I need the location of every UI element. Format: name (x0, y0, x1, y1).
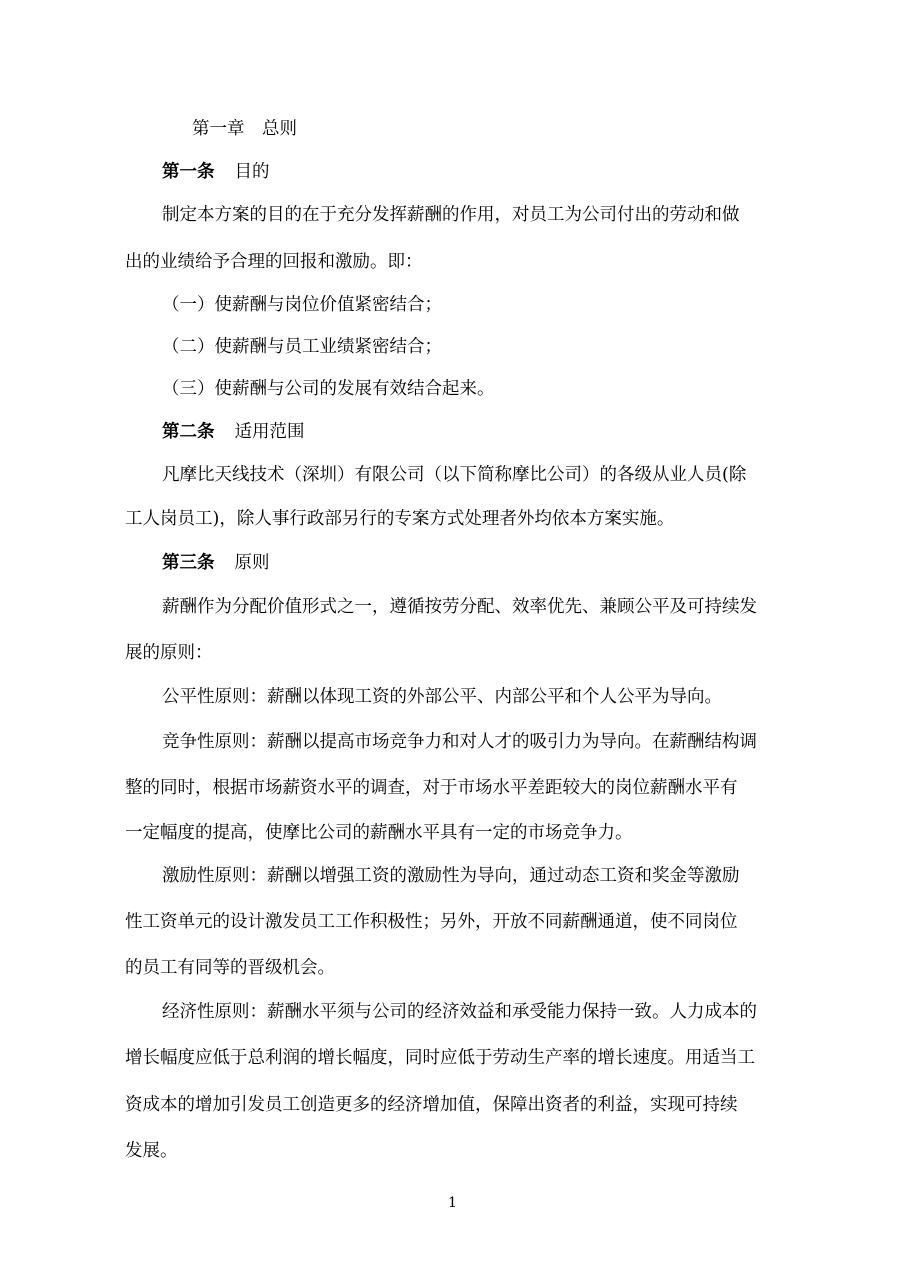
incentive-principle-line: 性工资单元的设计激发员工工作积极性；另外，开放不同薪酬通道，使不同岗位 (125, 912, 738, 932)
article-3-title: 原则 (234, 553, 270, 573)
article-1-item-2: （二）使薪酬与员工业绩紧密结合； (162, 337, 442, 357)
competition-principle-line: 整的同时，根据市场薪资水平的调查，对于市场水平差距较大的岗位薪酬水平有 (125, 778, 738, 798)
economy-principle-line: 经济性原则：薪酬水平须与公司的经济效益和承受能力保持一致。人力成本的 (162, 1002, 757, 1022)
fairness-principle: 公平性原则：薪酬以体现工资的外部公平、内部公平和个人公平为导向。 (162, 687, 722, 707)
competition-principle-line: 一定幅度的提高，使摩比公司的薪酬水平具有一定的市场竞争力。 (125, 823, 633, 843)
article-2-title: 适用范围 (234, 422, 305, 442)
article-1-heading (162, 164, 270, 182)
article-2-label: 第二条 (162, 422, 215, 442)
article-2-heading (162, 424, 305, 442)
chapter-title: 第一章 总则 (192, 119, 297, 139)
competition-principle-line: 竞争性原则：薪酬以提高市场竞争力和对人才的吸引力为导向。在薪酬结构调 (162, 732, 757, 752)
incentive-principle-line: 的员工有同等的晋级机会。 (125, 958, 335, 978)
article-2-paragraph-line: 工人岗员工)，除人事行政部另行的专案方式处理者外均依本方案实施。 (125, 509, 675, 529)
article-3-label: 第三条 (162, 553, 215, 573)
page-number: 1 (448, 1195, 457, 1211)
article-3-heading (162, 555, 270, 573)
incentive-principle-line: 激励性原则：薪酬以增强工资的激励性为导向，通过动态工资和奖金等激励 (162, 866, 740, 886)
economy-principle-line: 增长幅度应低于总利润的增长幅度，同时应低于劳动生产率的增长速度。用适当工 (125, 1048, 755, 1068)
article-1-paragraph-line: 制定本方案的目的在于充分发挥薪酬的作用，对员工为公司付出的劳动和做 (162, 205, 740, 225)
article-1-item-1: （一）使薪酬与岗位价值紧密结合； (162, 295, 442, 315)
article-3-intro-line: 薪酬作为分配价值形式之一，遵循按劳分配、效率优先、兼顾公平及可持续发 (162, 597, 757, 617)
economy-principle-line: 发展。 (125, 1141, 178, 1161)
article-1-title: 目的 (234, 162, 270, 182)
article-1-label: 第一条 (162, 162, 215, 182)
economy-principle-line: 资成本的增加引发员工创造更多的经济增加值，保障出资者的利益，实现可持续 (125, 1095, 738, 1115)
article-3-intro-line: 展的原则： (125, 643, 213, 663)
article-2-paragraph-line: 凡摩比天线技术（深圳）有限公司（以下简称摩比公司）的各级从业人员(除 (162, 465, 747, 485)
article-1-item-3: （三）使薪酬与公司的发展有效结合起来。 (162, 379, 495, 399)
article-1-paragraph-line: 出的业绩给予合理的回报和激励。即： (125, 252, 423, 272)
